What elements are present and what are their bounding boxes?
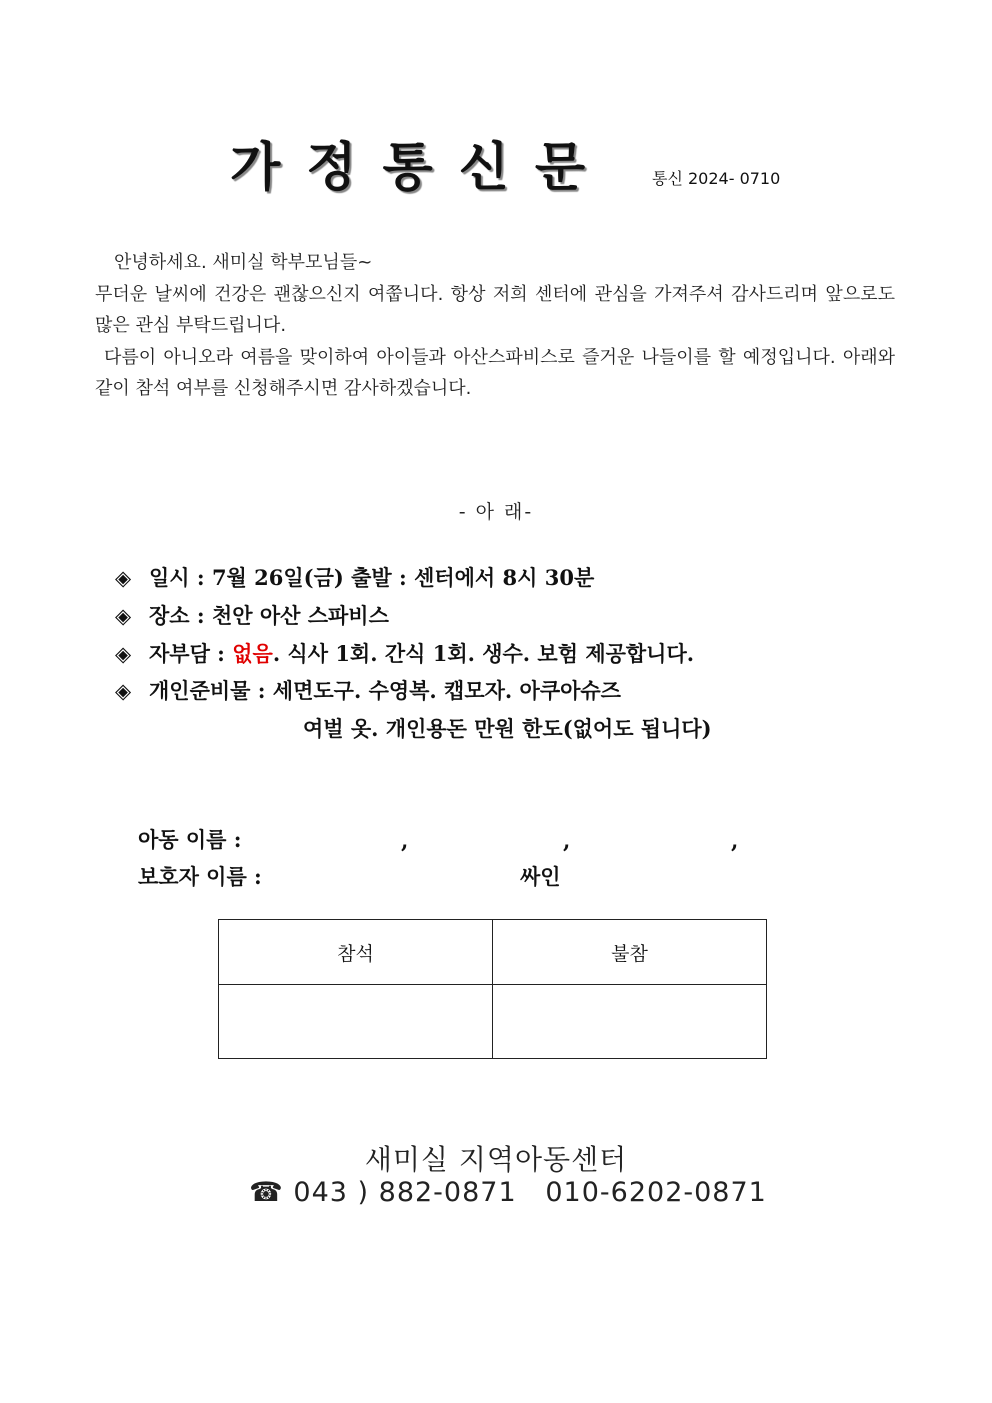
child-name-separator: , [401, 828, 409, 853]
child-name-separator: , [731, 828, 739, 853]
preparation-line2: 여벌 옷. 개인용돈 만원 한도(없어도 됩니다) [303, 716, 712, 741]
guardian-name-label: 보호자 이름 : [138, 864, 262, 889]
absent-header: 불참 [493, 920, 767, 985]
diamond-bullet-icon: ◈ [115, 678, 132, 703]
notice-heading: - 아 래- [458, 501, 534, 523]
child-name-separator: , [563, 828, 571, 853]
cost-value: 없음 [232, 641, 273, 666]
place-text: 장소 : 천안 아산 스파비스 [149, 603, 389, 628]
signature-label: 싸인 [520, 864, 561, 889]
date-text: 일시 : 7월 26일(금) 출발 : 센터에서 8시 30분 [149, 565, 595, 590]
greeting: 안녕하세요. 새미실 학부모님들~ [114, 252, 373, 273]
detail-place [115, 600, 389, 630]
detail-date [115, 562, 594, 592]
paragraph-health: 무더운 날씨에 건강은 괜찮으신지 여쭙니다. 항상 저희 센터에 관심을 가져주셔 감사드리며 앞으로도 많은 관심 부탁드립니다. [95, 284, 895, 336]
cost-label: 자부담 : [149, 641, 233, 666]
phone-line [0, 1177, 992, 1208]
cost-rest: . 식사 1회. 간식 1회. 생수. 보험 제공합니다. [272, 641, 695, 666]
attend-check-cell[interactable] [219, 985, 493, 1059]
paragraph-outing: 다름이 아니오라 여름을 맞이하여 아이들과 아산스파비스로 즐거운 나들이를 할 예정입니다. 아래와 같이 참석 여부를 신청해주시면 감사하겠습니다. [95, 347, 895, 399]
diamond-bullet-icon: ◈ [115, 603, 132, 628]
attendance-table [218, 919, 767, 1059]
preparation-line1: 개인준비물 : 세면도구. 수영복. 캡모자. 아쿠아슈즈 [149, 678, 621, 703]
document-title: 가정통신문 [230, 137, 612, 198]
absent-check-cell[interactable] [493, 985, 767, 1059]
center-name: 새미실 지역아동센터 [364, 1143, 628, 1176]
detail-cost [115, 638, 694, 668]
diamond-bullet-icon: ◈ [115, 565, 132, 590]
child-name-label: 아동 이름 : [138, 827, 242, 852]
phone-icon: ☎ [249, 1177, 284, 1208]
diamond-bullet-icon: ◈ [115, 641, 132, 666]
attend-header: 참석 [219, 920, 493, 985]
phone-numbers: 043 ) 882-0871 010-6202-0871 [293, 1177, 767, 1208]
detail-preparation [115, 675, 621, 705]
issue-number: 통신 2024- 0710 [652, 169, 781, 188]
